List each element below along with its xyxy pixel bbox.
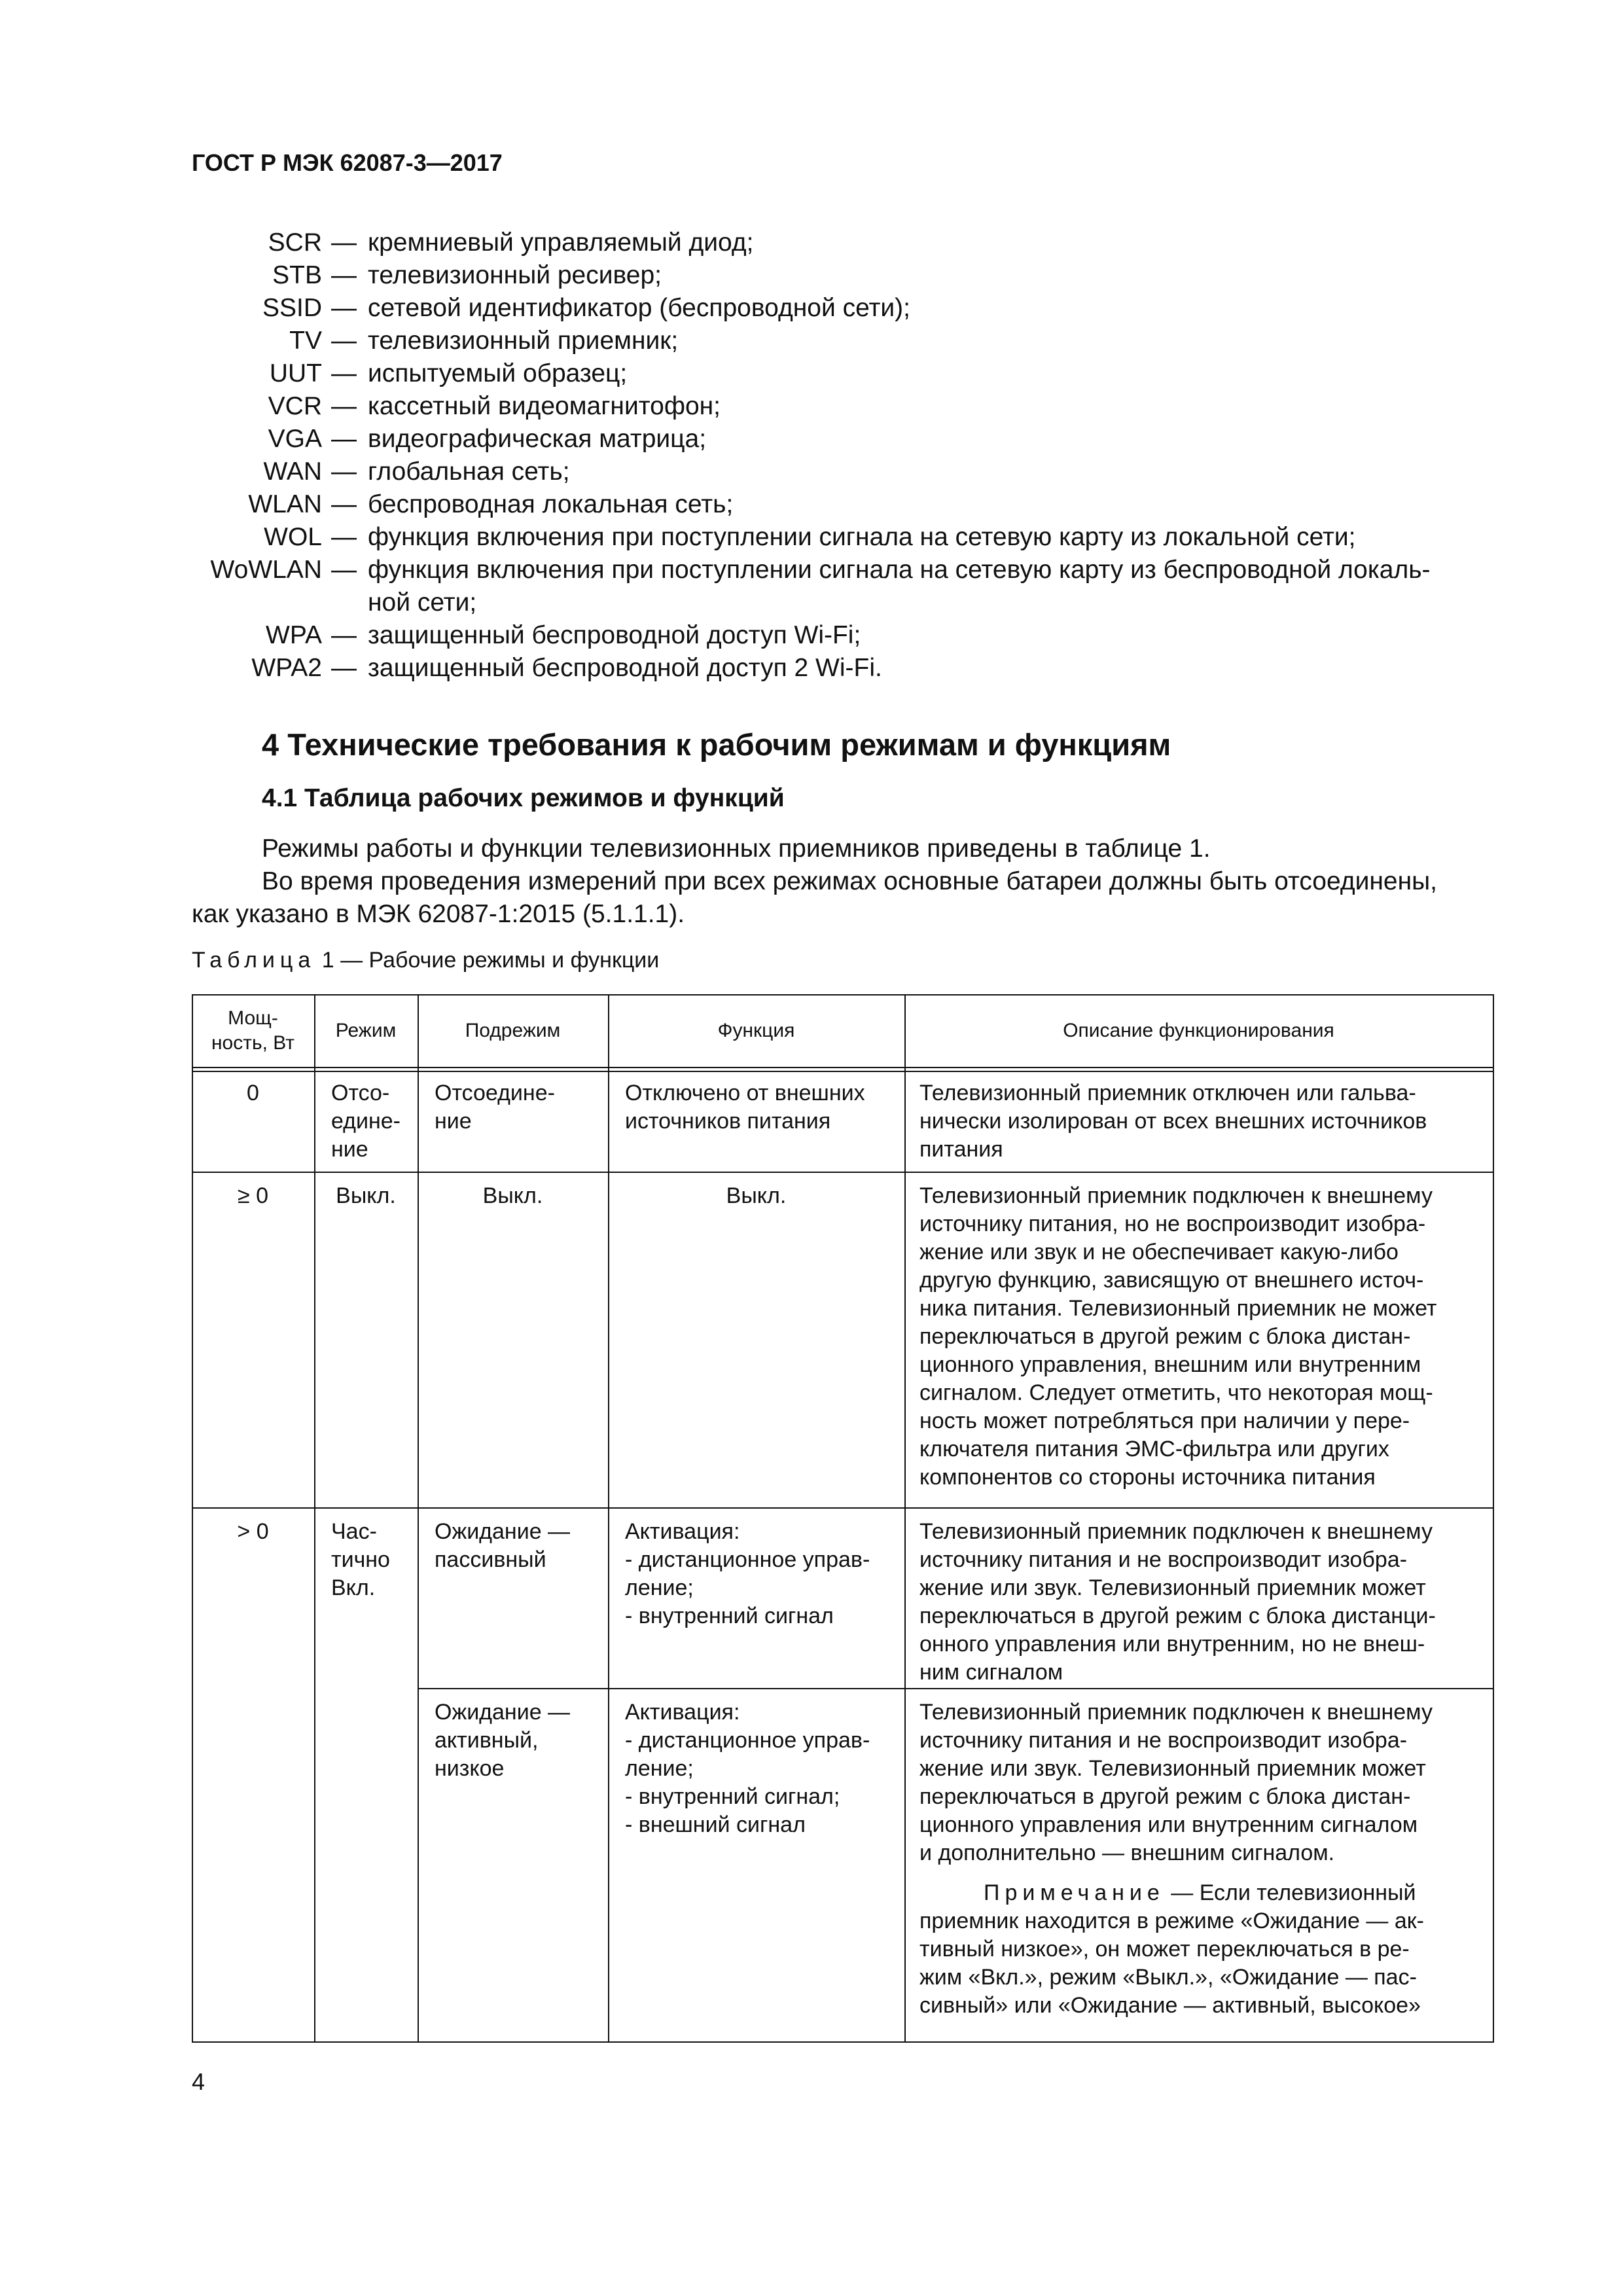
operating-modes-table [192, 994, 1494, 2043]
subsection-heading: 4.1 Таблица рабочих режимов и функций [262, 784, 785, 812]
abbreviation-text: сетевой идентификатор (беспроводной сети); [368, 294, 910, 322]
table-header-submode: Подрежим [465, 1020, 561, 1041]
cell-line: Активация: [625, 1700, 740, 1725]
cell-line: источнику питания и не воспроизводит изобра- [919, 1728, 1408, 1753]
abbreviation-key: WAN [263, 457, 322, 486]
cell-line: Ожидание — [435, 1700, 571, 1725]
cell-submode [435, 1698, 605, 1783]
abbreviation-text: беспроводная локальная сеть; [368, 490, 734, 518]
abbreviation-dash: — [331, 457, 357, 486]
cell-line: нически изолирован от всех внешних источников [919, 1109, 1427, 1134]
cell-line: переключаться в другой режим с блока дистан- [919, 1324, 1411, 1349]
abbreviation-text: кремниевый управляемый диод; [368, 228, 754, 257]
cell-line: источнику питания и не воспроизводит изобра- [919, 1547, 1408, 1572]
abbreviation-text: функция включения при поступлении сигнала на сетевую карту из беспроводной локаль- [368, 556, 1431, 584]
cell-line: Отсо- [331, 1081, 390, 1105]
abbreviation-dash: — [331, 425, 357, 453]
cell-line: ним сигналом [919, 1660, 1063, 1685]
table-column-divider [608, 994, 609, 2043]
cell-line: источников питания [625, 1109, 831, 1134]
cell-line: компонентов со стороны источника питания [919, 1465, 1376, 1490]
abbreviation-text-continued: ной сети; [368, 588, 477, 617]
cell-line: ность может потребляться при наличии у пере- [919, 1408, 1410, 1433]
abbreviation-item [157, 554, 1505, 619]
cell-submode [435, 1079, 605, 1136]
table-caption-label: Таблица [192, 948, 316, 973]
cell-line: переключаться в другой режим с блока дистан- [919, 1784, 1411, 1809]
table-header-description: Описание функционирования [1063, 1020, 1334, 1041]
table-border-top [192, 994, 1494, 996]
cell-mode: Выкл. [336, 1183, 396, 1208]
cell-line: источнику питания, но не воспроизводит изобра- [919, 1211, 1426, 1236]
cell-line: ление; [625, 1756, 694, 1781]
note-label: Примечание [984, 1880, 1165, 1905]
table-column-divider [314, 994, 315, 2043]
cell-line: Телевизионный приемник подключен к внешнему [919, 1700, 1433, 1725]
cell-line: Телевизионный приемник отключен или гальва- [919, 1081, 1416, 1105]
abbreviation-key: WPA [266, 621, 322, 649]
cell-line: жение или звук. Телевизионный приемник может [919, 1756, 1426, 1781]
table-header-power [192, 1006, 314, 1056]
page-number: 4 [192, 2068, 205, 2095]
cell-line: жим «Вкл.», режим «Выкл.», «Ожидание — пас- [919, 1965, 1417, 1990]
abbreviation-dash: — [331, 621, 357, 649]
abbreviation-key: WPA2 [251, 654, 322, 682]
abbreviation-key: VGA [268, 425, 322, 453]
abbreviation-key: WoWLAN [210, 556, 322, 584]
cell-line: Отсоедине- [435, 1081, 555, 1105]
cell-line: - внутренний сигнал; [625, 1784, 840, 1809]
cell-line: Ожидание — [435, 1519, 571, 1544]
table-border-bottom [192, 2041, 1494, 2043]
abbreviation-text: испытуемый образец; [368, 359, 628, 387]
cell-line: Вкл. [331, 1575, 376, 1600]
abbreviation-dash: — [331, 261, 357, 289]
cell-line: приемник находится в режиме «Ожидание — ак- [919, 1909, 1424, 1933]
table-column-divider [418, 994, 419, 2043]
paragraph: Режимы работы и функции телевизионных приемников приведены в таблице 1. [262, 834, 1211, 863]
table-header-mode: Режим [335, 1020, 397, 1041]
cell-line: - дистанционное управ- [625, 1728, 870, 1753]
table-header-rule [192, 1067, 1494, 1068]
note-text: — Если телевизионный [1164, 1880, 1416, 1905]
table-caption [192, 948, 659, 973]
abbreviation-key: WOL [264, 523, 322, 551]
table-header-function: Функция [717, 1020, 795, 1041]
cell-line: и дополнительно — внешним сигналом. [919, 1840, 1335, 1865]
abbreviation-key: VCR [268, 392, 322, 420]
cell-mode [331, 1518, 416, 1602]
cell-power: > 0 [237, 1519, 269, 1544]
cell-power: 0 [247, 1081, 259, 1105]
table-caption-text: 1 — Рабочие режимы и функции [315, 948, 660, 973]
cell-description [919, 1182, 1480, 1492]
abbreviation-text: функция включения при поступлении сигнала на сетевую карту из локальной сети; [368, 523, 1356, 551]
abbreviation-text: телевизионный ресивер; [368, 261, 662, 289]
abbreviation-dash: — [331, 523, 357, 551]
abbreviation-key: SCR [268, 228, 322, 257]
cell-submode: Выкл. [482, 1183, 543, 1208]
cell-line: - внутренний сигнал [625, 1604, 834, 1628]
abbreviation-key: SSID [262, 294, 322, 322]
cell-submode [435, 1518, 605, 1574]
cell-line: тично [331, 1547, 390, 1572]
cell-line: Телевизионный приемник подключен к внешнему [919, 1519, 1433, 1544]
note-first-line [919, 1879, 1480, 1907]
table-header-rule-double [192, 1071, 1494, 1072]
cell-line: - дистанционное управ- [625, 1547, 870, 1572]
abbreviation-text: кассетный видеомагнитофон; [368, 392, 721, 420]
cell-line: онного управления или внутренним, но не внеш- [919, 1632, 1425, 1657]
cell-line: ключателя питания ЭМС-фильтра или других [919, 1437, 1389, 1462]
cell-description [919, 1518, 1480, 1687]
table-row-divider [192, 1172, 1494, 1173]
abbreviation-key: STB [272, 261, 322, 289]
cell-line: Час- [331, 1519, 377, 1544]
cell-line: Отключено от внешних [625, 1081, 865, 1105]
abbreviation-dash: — [331, 654, 357, 682]
cell-line: ционного управления, внешним или внутренним [919, 1352, 1421, 1377]
cell-line: тивный низкое», он может переключаться в ре- [919, 1937, 1410, 1962]
abbreviation-dash: — [331, 228, 357, 257]
cell-line: питания [919, 1137, 1003, 1162]
cell-line: - внешний сигнал [625, 1812, 806, 1837]
cell-line: переключаться в другой режим с блока дистанци- [919, 1604, 1436, 1628]
table-row-divider [192, 1507, 1494, 1509]
section-heading: 4 Технические требования к рабочим режимам и функциям [262, 727, 1171, 762]
abbreviation-key: UUT [269, 359, 322, 387]
abbreviation-dash: — [331, 392, 357, 420]
table-column-divider [904, 994, 906, 2043]
cell-function [625, 1518, 900, 1630]
cell-line: ление; [625, 1575, 694, 1600]
cell-line: Активация: [625, 1519, 740, 1544]
abbreviation-dash: — [331, 556, 357, 584]
cell-line: жение или звук и не обеспечивает какую-либо [919, 1240, 1399, 1265]
cell-function [625, 1698, 900, 1839]
abbreviation-key: WLAN [248, 490, 322, 518]
cell-line: другую функцию, зависящую от внешнего источ- [919, 1268, 1424, 1293]
cell-line: пассивный [435, 1547, 546, 1572]
cell-line: Телевизионный приемник подключен к внешнему [919, 1183, 1433, 1208]
cell-mode [331, 1079, 416, 1164]
cell-line: сигналом. Следует отметить, что некоторая мощ- [919, 1380, 1433, 1405]
header-text: Мощ- [228, 1007, 278, 1029]
abbreviation-text: телевизионный приемник; [368, 327, 679, 355]
cell-description [919, 1698, 1480, 1867]
table-subrow-divider [418, 1688, 1494, 1689]
abbreviation-text: защищенный беспроводной доступ 2 Wi-Fi. [368, 654, 882, 682]
table-note [919, 1879, 1480, 2020]
abbreviation-dash: — [331, 359, 357, 387]
table-border-right [1493, 994, 1494, 2043]
header-text: ность, Вт [211, 1032, 295, 1054]
cell-line: ционного управления или внутренним сигналом [919, 1812, 1418, 1837]
abbreviation-dash: — [331, 294, 357, 322]
cell-power: ≥ 0 [237, 1183, 268, 1208]
cell-line: активный, [435, 1728, 539, 1753]
cell-line: низкое [435, 1756, 505, 1781]
cell-description [919, 1079, 1480, 1164]
abbreviation-key: TV [289, 327, 322, 355]
abbreviation-text: видеографическая матрица; [368, 425, 707, 453]
abbreviation-text: защищенный беспроводной доступ Wi-Fi; [368, 621, 861, 649]
cell-line: жение или звук. Телевизионный приемник может [919, 1575, 1426, 1600]
cell-line: едине- [331, 1109, 401, 1134]
cell-line: ние [435, 1109, 472, 1134]
paragraph: Во время проведения измерений при всех режимах основные батареи должны быть отсоединены, [262, 867, 1437, 895]
abbreviation-dash: — [331, 327, 357, 355]
cell-line: ние [331, 1137, 368, 1162]
cell-function: Выкл. [726, 1183, 787, 1208]
cell-line: сивный» или «Ожидание — активный, высокое» [919, 1993, 1421, 2018]
abbreviation-text: глобальная сеть; [368, 457, 570, 486]
cell-line: ника питания. Телевизионный приемник не может [919, 1296, 1437, 1321]
abbreviation-dash: — [331, 490, 357, 518]
paragraph-continued: как указано в МЭК 62087-1:2015 (5.1.1.1). [192, 900, 685, 928]
cell-function [625, 1079, 900, 1136]
document-header-title: ГОСТ Р МЭК 62087-3—2017 [192, 149, 503, 176]
